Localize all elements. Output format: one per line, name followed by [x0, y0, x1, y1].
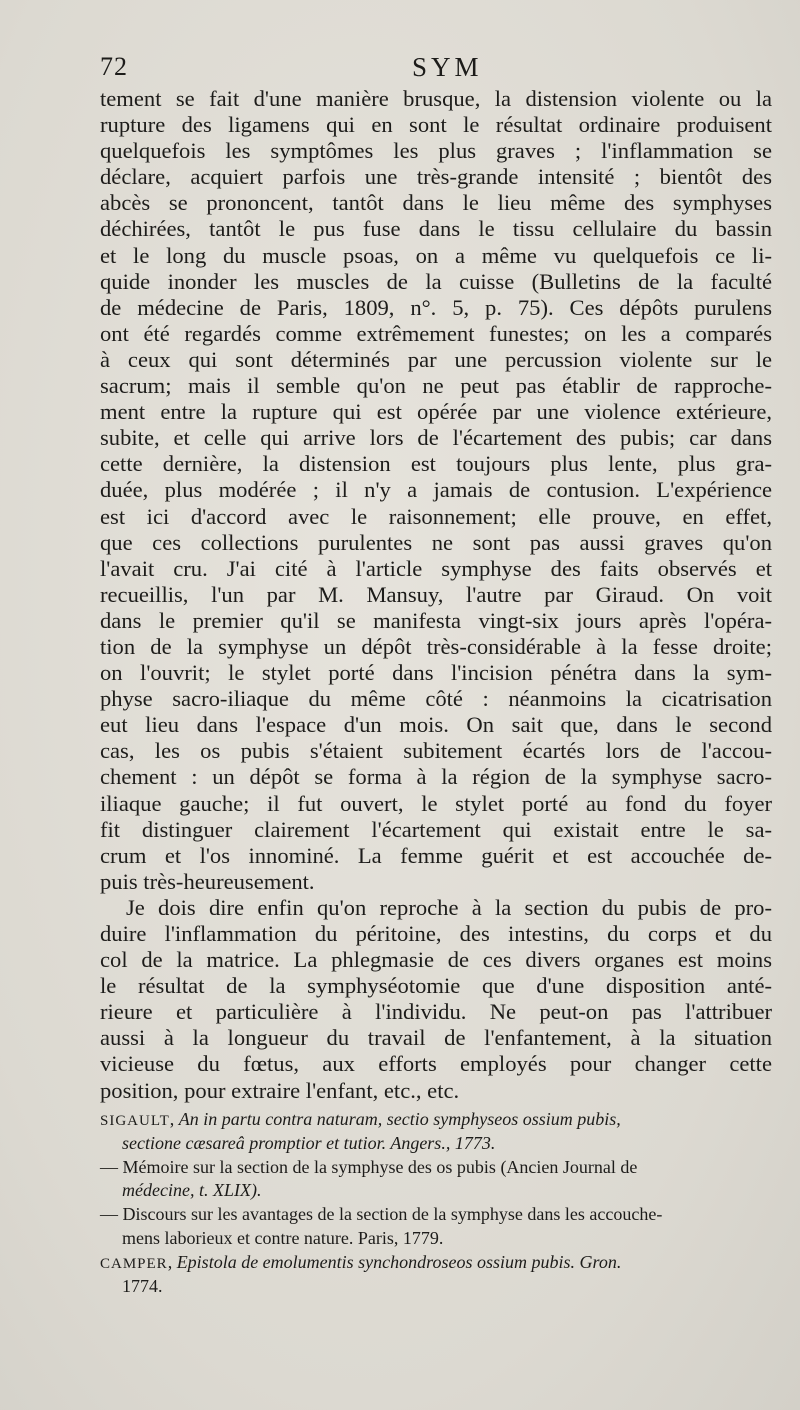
- text-line: cette dernière, la distension est toujours plus lente, plus gra-: [100, 451, 772, 477]
- text-line: à ceux qui sont déterminés par une percussion violente sur le: [100, 346, 772, 372]
- text-line: chement : un dépôt se forma à la région de la symphyse sacro-: [100, 764, 772, 790]
- reference-entry: SIGAULT, An in partu contra naturam, sectio symphyseos ossium pubis,: [100, 1109, 621, 1129]
- paragraph-end-line: puis très-heureusement.: [100, 868, 315, 894]
- text-line: l'avait cru. J'ai cité à l'article symphyse des faits observés et: [100, 555, 772, 581]
- text-line: quelquefois les symptômes les plus graves ; l'inflammation se: [100, 138, 772, 164]
- text-line: de médecine de Paris, 1809, n°. 5, p. 75). Ces dépôts purulens: [100, 294, 772, 320]
- bibliography: [100, 1108, 780, 1298]
- text-line: tion de la symphyse un dépôt très-considérable à la fesse droite;: [100, 633, 772, 659]
- reference-continuation: 1774.: [122, 1275, 163, 1296]
- page-number: 72: [100, 52, 128, 81]
- text-line: le résultat de la symphyséotomie que d'une disposition anté-: [100, 973, 772, 999]
- text-line: quide inonder les muscles de la cuisse (Bulletins de la faculté: [100, 268, 772, 294]
- text-line: physe sacro-iliaque du même côté : néanmoins la cicatrisation: [100, 686, 772, 712]
- running-head: SYM: [412, 52, 483, 82]
- text-line: dans le premier qu'il se manifesta vingt-six jours après l'opéra-: [100, 607, 772, 633]
- reference-continuation: mens laborieux et contre nature. Paris, 1779.: [122, 1227, 444, 1248]
- text-line: on l'ouvrit; le stylet porté dans l'incision pénétra dans la sym-: [100, 660, 772, 686]
- text-line: tement se fait d'une manière brusque, la distension violente ou la: [100, 86, 772, 111]
- text-line: eut lieu dans l'espace d'un mois. On sait que, dans le second: [100, 712, 772, 738]
- text-line: vicieuse du fœtus, aux efforts employés pour changer cette: [100, 1051, 772, 1077]
- text-line: iliaque gauche; il fut ouvert, le stylet porté au fond du foyer: [100, 790, 772, 816]
- text-line: est ici d'accord avec le raisonnement; elle prouve, en effet,: [100, 503, 772, 529]
- reference-continuation: sectione cæsareâ promptior et tutior. Angers., 1773.: [122, 1132, 496, 1153]
- text-line: aussi à la longueur du travail de l'enfantement, à la situation: [100, 1025, 772, 1051]
- body-text: [100, 86, 772, 1104]
- text-line: col de la matrice. La phlegmasie de ces divers organes est moins: [100, 947, 772, 973]
- text-line: rieure et particulière à l'individu. Ne peut-on pas l'attribuer: [100, 999, 772, 1025]
- reference-author: CAMPER: [100, 1255, 168, 1272]
- text-line: subite, et celle qui arrive lors de l'écartement des pubis; car dans: [100, 425, 772, 451]
- reference-entry: CAMPER, Epistola de emolumentis synchondroseos ossium pubis. Gron.: [100, 1251, 622, 1272]
- text-line: que ces collections purulentes ne sont pas aussi graves qu'on: [100, 529, 772, 555]
- text-line: crum et l'os innominé. La femme guérit et est accouchée de-: [100, 842, 772, 868]
- text-line: déchirées, tantôt le pus fuse dans le tissu cellulaire du bassin: [100, 216, 772, 242]
- paragraph-end-line: position, pour extraire l'enfant, etc., etc.: [100, 1077, 460, 1103]
- text-line: abcès se prononcent, tantôt dans le lieu même des symphyses: [100, 190, 772, 216]
- text-line: fit distinguer clairement l'écartement qui existait entre le sa-: [100, 816, 772, 842]
- text-line: recueillis, l'un par M. Mansuy, l'autre par Giraud. On voit: [100, 581, 772, 607]
- reference-entry: — Mémoire sur la section de la symphyse des os pubis (Ancien Journal de: [100, 1156, 638, 1177]
- text-line: duire l'inflammation du péritoine, des intestins, du corps et du: [100, 921, 772, 946]
- text-line: ment entre la rupture qui est opérée par une violence extérieure,: [100, 399, 772, 425]
- text-line: cas, les os pubis s'étaient subitement écartés lors de l'accou-: [100, 738, 772, 764]
- text-line: et le long du muscle psoas, on a même vu quelquefois ce li-: [100, 242, 772, 268]
- text-line: déclare, acquiert parfois une très-grande intensité ; bientôt des: [100, 164, 772, 190]
- text-line: rupture des ligamens qui en sont le résultat ordinaire produisent: [100, 112, 772, 138]
- text-line: Je dois dire enfin qu'on reproche à la section du pubis de pro-: [126, 894, 772, 920]
- reference-author: SIGAULT: [100, 1113, 170, 1129]
- reference-title: An in partu contra naturam, sectio symphyseos ossium pubis,: [178, 1109, 621, 1129]
- page-header: [100, 52, 770, 82]
- reference-title: Epistola de emolumentis synchondroseos ossium pubis. Gron.: [176, 1251, 622, 1272]
- text-line: sacrum; mais il semble qu'on ne peut pas établir de rapproche-: [100, 373, 772, 399]
- reference-continuation: médecine, t. XLIX).: [122, 1180, 262, 1201]
- text-line: duée, plus modérée ; il n'y a jamais de contusion. L'expérience: [100, 477, 772, 503]
- text-line: ont été regardés comme extrêmement funestes; on les a comparés: [100, 320, 772, 346]
- reference-entry: — Discours sur les avantages de la section de la symphyse dans les accouche-: [100, 1204, 663, 1225]
